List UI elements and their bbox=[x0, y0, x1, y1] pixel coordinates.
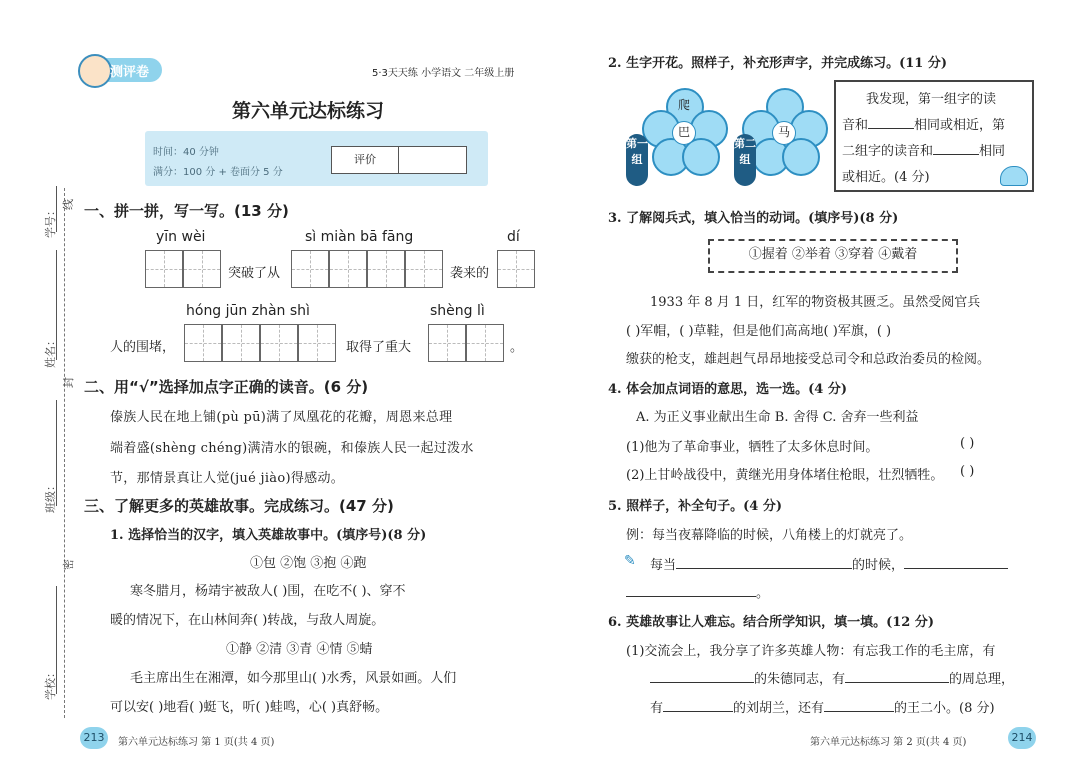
writing-grid-hongjunzhanshi[interactable] bbox=[184, 324, 336, 362]
find-line-3b: 相同 bbox=[979, 144, 1006, 159]
q5-part-2: 的时候， bbox=[852, 558, 905, 573]
pinyin-shengli: shèng lì bbox=[430, 303, 485, 319]
section1-heading: 一、拼一拼，写一写。(13 分) bbox=[84, 202, 289, 220]
badge-label: 测评卷 bbox=[110, 65, 150, 80]
find-line-1: 我发现，第一组字的读 bbox=[866, 92, 997, 107]
footer-right: 第六单元达标练习 第 2 页(共 4 页) bbox=[810, 737, 967, 748]
feng-label: 封 bbox=[62, 377, 75, 388]
q3-options: ①握着 ②举着 ③穿着 ④戴着 bbox=[708, 239, 958, 273]
q5-part-3: 。 bbox=[756, 586, 770, 601]
q3-line-1: 1933 年 8 月 1 日，红军的物资极其匮乏。虽然受阅官兵 bbox=[650, 295, 981, 310]
q3-line-3: 缴获的枪支，雄赳赳气昂昂地接受总司令和总政治委员的检阅。 bbox=[626, 352, 991, 367]
writing-cell[interactable] bbox=[405, 250, 443, 288]
q2-heading: 2. 生字开花。照样子，补充形声字，并完成练习。(11 分) bbox=[608, 56, 948, 71]
xingming-line bbox=[56, 250, 57, 360]
s2-line-3: 节，那情景真让人觉(jué jiào)得感动。 bbox=[110, 471, 345, 486]
writing-grid-yinwei[interactable] bbox=[145, 250, 221, 288]
find-line-4: 或相近。(4 分) bbox=[842, 170, 930, 185]
q6-part-3a: 有 bbox=[650, 701, 664, 716]
section3-heading: 三、了解更多的英雄故事。完成练习。(47 分) bbox=[84, 497, 394, 515]
answer-blank[interactable] bbox=[676, 556, 852, 569]
evaluation-label: 评价 bbox=[332, 147, 399, 173]
q6-heading: 6. 英雄故事让人难忘。结合所学知识，填一填。(12 分) bbox=[608, 615, 935, 630]
footer-left: 第六单元达标练习 第 1 页(共 4 页) bbox=[118, 737, 275, 748]
s3-para-1b: 暖的情况下，在山林间奔( )转战，与敌人周旋。 bbox=[110, 613, 385, 628]
s1-text-5: 。 bbox=[510, 340, 524, 355]
info-box bbox=[145, 131, 488, 186]
time-text: 时间：40 分钟 bbox=[153, 147, 219, 158]
score-text: 满分：100 分 + 卷面分 5 分 bbox=[153, 167, 283, 178]
s1-text-4: 取得了重大 bbox=[346, 340, 412, 355]
s3-options-2: ①静 ②清 ③青 ④情 ⑤蜻 bbox=[226, 642, 373, 657]
q4-line-2: (2)上甘岭战役中，黄继光用身体堵住枪眼，壮烈牺牲。 bbox=[626, 468, 944, 483]
evaluation-box[interactable] bbox=[331, 146, 467, 174]
writing-cell[interactable] bbox=[497, 250, 535, 288]
writing-cell[interactable] bbox=[260, 324, 298, 362]
q5-sentence bbox=[650, 554, 1008, 573]
s1-text-3: 人的围堵， bbox=[110, 340, 176, 355]
page-title: 第六单元达标练习 bbox=[232, 100, 385, 122]
s3-question-1: 1. 选择恰当的汉字，填入英雄故事中。(填序号)(8 分) bbox=[110, 528, 427, 543]
q6-part-2b: 的周总理， bbox=[949, 672, 1015, 687]
q4-heading: 4. 体会加点词语的意思，选一选。(4 分) bbox=[608, 382, 847, 397]
q4-bracket-1[interactable]: ( ) bbox=[960, 436, 975, 451]
q6-line-3 bbox=[650, 697, 995, 716]
q6-part-3b: 的刘胡兰，还有 bbox=[733, 701, 825, 716]
q6-part-3c: 的王二小。(8 分) bbox=[894, 701, 995, 716]
writing-cell[interactable] bbox=[291, 250, 329, 288]
q3-line-2: ( )军帽，( )草鞋，但是他们高高地( )军旗，( ) bbox=[626, 324, 892, 339]
pencil-icon: ✎ bbox=[624, 553, 636, 569]
q5-example: 例：每当夜幕降临的时候，八角楼上的灯就亮了。 bbox=[626, 528, 913, 543]
section2-heading: 二、用“√”选择加点字正确的读音。(6 分) bbox=[84, 378, 369, 396]
answer-blank[interactable] bbox=[845, 670, 949, 683]
g2-center-char: 马 bbox=[778, 125, 791, 139]
writing-cell[interactable] bbox=[298, 324, 336, 362]
answer-blank[interactable] bbox=[650, 670, 754, 683]
q5-heading: 5. 照样子，补全句子。(4 分) bbox=[608, 499, 782, 514]
find-line-2 bbox=[842, 114, 1005, 133]
writing-cell[interactable] bbox=[183, 250, 221, 288]
q6-line-2 bbox=[650, 668, 1014, 687]
writing-grid-simianbafang[interactable] bbox=[291, 250, 443, 288]
mi-label: 密 bbox=[62, 559, 75, 570]
s2-line-2: 端着盛(shèng chéng)满清水的银碗，和傣族人民一起过泼水 bbox=[110, 441, 474, 456]
writing-cell[interactable] bbox=[222, 324, 260, 362]
s3-para-2a: 毛主席出生在湘潭，如今那里山( )水秀，风景如画。人们 bbox=[130, 671, 457, 686]
group-2-label: 第二组 bbox=[734, 134, 756, 186]
page-number-right: 214 bbox=[1008, 727, 1036, 749]
answer-blank[interactable] bbox=[904, 556, 1008, 569]
writing-cell[interactable] bbox=[466, 324, 504, 362]
book-header: 5·3天天练 小学语文 二年级上册 bbox=[372, 68, 515, 79]
writing-cell[interactable] bbox=[367, 250, 405, 288]
find-line-3a: 二组字的读音和 bbox=[842, 144, 934, 159]
pinyin-di: dí bbox=[507, 229, 520, 245]
find-line-3 bbox=[842, 140, 1005, 159]
test-badge bbox=[82, 58, 162, 82]
q5-part-1: 每当 bbox=[650, 558, 677, 573]
find-line-2a: 音和 bbox=[842, 118, 869, 133]
writing-cell[interactable] bbox=[428, 324, 466, 362]
s3-para-2b: 可以安( )地看( )蜓飞，听( )蛙鸣，心( )真舒畅。 bbox=[110, 700, 389, 715]
binding-line bbox=[64, 188, 65, 718]
student-avatar-icon bbox=[78, 54, 112, 88]
pinyin-simianbafang: sì miàn bā fāng bbox=[305, 229, 414, 245]
answer-blank[interactable] bbox=[626, 584, 756, 597]
page-number-left: 213 bbox=[80, 727, 108, 749]
s1-text-2: 袭来的 bbox=[450, 266, 490, 281]
q6-part-2a: 的朱德同志，有 bbox=[754, 672, 846, 687]
xuehao-line bbox=[56, 186, 57, 232]
banji-line bbox=[56, 400, 57, 506]
group-1-label: 第一组 bbox=[626, 134, 648, 186]
answer-blank[interactable] bbox=[663, 699, 733, 712]
answer-blank[interactable] bbox=[868, 116, 914, 129]
right-page bbox=[540, 0, 1080, 764]
writing-grid-di[interactable] bbox=[497, 250, 535, 288]
xuexiao-label: 学校： bbox=[44, 667, 57, 700]
answer-blank[interactable] bbox=[824, 699, 894, 712]
writing-cell[interactable] bbox=[145, 250, 183, 288]
s3-options-1: ①包 ②饱 ③抱 ④跑 bbox=[250, 556, 367, 571]
pinyin-hongjunzhanshi: hóng jūn zhàn shì bbox=[186, 303, 310, 319]
xuehao-label: 学号： bbox=[44, 205, 57, 238]
q4-line-1: (1)他为了革命事业，牺牲了太多休息时间。 bbox=[626, 440, 879, 455]
xian-label: 线 bbox=[62, 199, 75, 210]
flower-group-1 bbox=[638, 88, 728, 178]
banji-label: 班级： bbox=[44, 480, 57, 513]
turtle-icon bbox=[1000, 166, 1028, 186]
xuexiao-line bbox=[56, 586, 57, 694]
find-line-2b: 相同或相近，第 bbox=[914, 118, 1006, 133]
xingming-label: 姓名： bbox=[44, 335, 57, 368]
s3-para-1a: 寒冬腊月，杨靖宇被敌人( )围，在吃不( )、穿不 bbox=[130, 584, 406, 599]
g1-center-char: 巴 bbox=[678, 125, 691, 139]
answer-blank[interactable] bbox=[933, 142, 979, 155]
q5-line-2 bbox=[626, 582, 769, 601]
discovery-box bbox=[834, 80, 1034, 192]
q4-options: A. 为正义事业献出生命 B. 舍得 C. 舍弃一些利益 bbox=[636, 410, 919, 425]
writing-grid-shengli[interactable] bbox=[428, 324, 504, 362]
writing-cell[interactable] bbox=[329, 250, 367, 288]
s1-text-1: 突破了从 bbox=[228, 266, 281, 281]
s2-line-1: 傣族人民在地上铺(pù pū)满了凤凰花的花瓣，周恩来总理 bbox=[110, 410, 453, 425]
q3-heading: 3. 了解阅兵式，填入恰当的动词。(填序号)(8 分) bbox=[608, 211, 899, 226]
q6-line-1: (1)交流会上，我分享了许多英雄人物：有忘我工作的毛主席，有 bbox=[626, 644, 996, 659]
g1-top-char: 爬 bbox=[678, 98, 691, 112]
writing-cell[interactable] bbox=[184, 324, 222, 362]
pinyin-yinwei: yīn wèi bbox=[156, 229, 206, 245]
q4-bracket-2[interactable]: ( ) bbox=[960, 464, 975, 479]
